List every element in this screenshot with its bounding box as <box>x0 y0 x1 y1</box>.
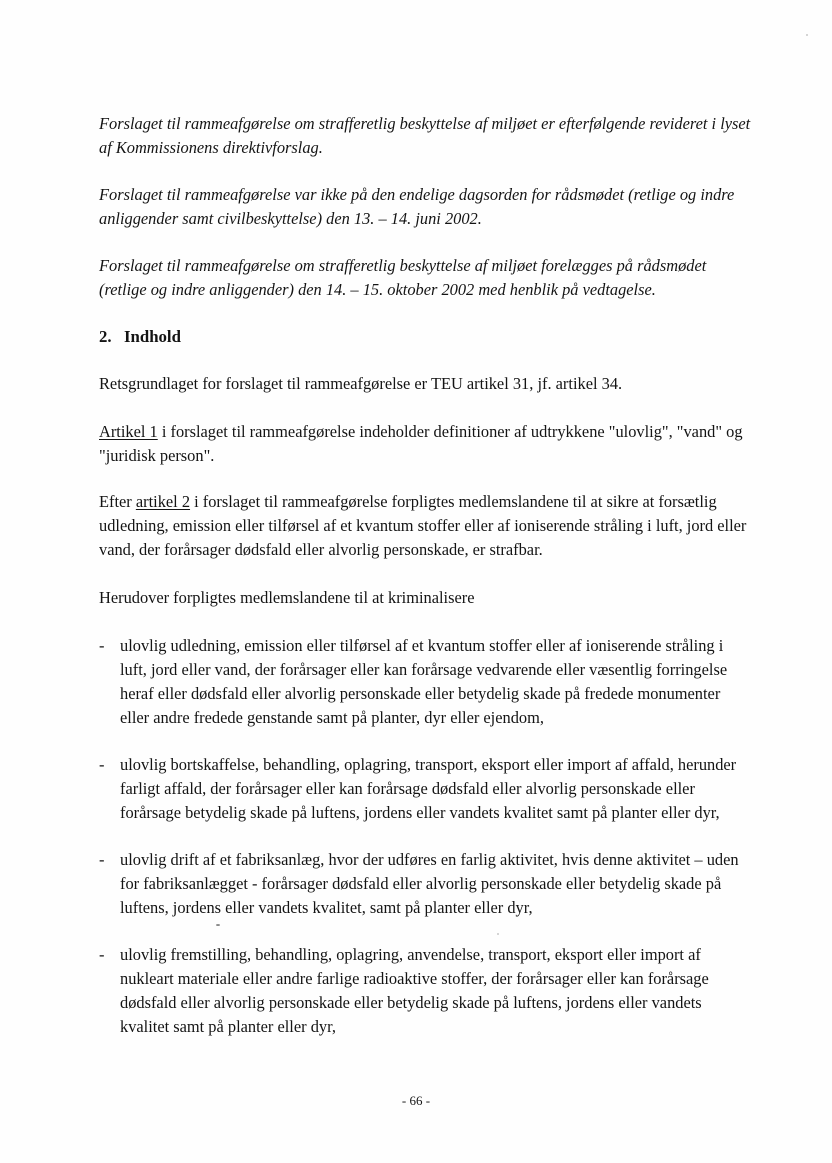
bullet-dash: - <box>99 850 105 869</box>
article-1-text: i forslaget til rammeafgørelse indeholder definitioner af udtrykkene "ulovlig", "vand" og "juridisk person". <box>99 422 743 465</box>
page-number: - 66 - <box>401 1093 431 1108</box>
article-1-reference: Artikel 1 <box>99 422 158 441</box>
scan-speck <box>497 933 499 935</box>
italic-paragraph-council-meeting: Forslaget til rammeafgørelse om strafferetlig beskyttelse af miljøet forelægges på rådsmødet (retlige og indre anliggender) den 14. – 15. oktober 2002 med henblik på vedtagelse. <box>99 256 707 299</box>
section-number: 2. <box>99 327 112 346</box>
list-item-text: ulovlig udledning, emission eller tilførsel af et kvantum stoffer eller af ioniserende stråling i luft, jord eller vand, der forårsager eller kan forårsage vedvarende eller væsentlig forringelse heraf eller dødsfald eller alvorlig personskade eller betydelig skade på fredede monumenter eller andre fredede genstande samt på planter, dyr eller ejendom, <box>120 636 728 727</box>
bullet-dash: - <box>99 945 105 964</box>
bullet-dash: - <box>99 755 105 774</box>
list-item-text: ulovlig bortskaffelse, behandling, oplagring, transport, eksport eller import af affald, herunder farligt affald, der forårsager eller kan forårsage dødsfald eller alvorlig personskade eller forårsage betydelig skade på luftens, jordens eller vandets kvalitet samt på planter eller dyr, <box>120 755 737 822</box>
article-2-text: i forslaget til rammeafgørelse forpligtes medlemslandene til at sikre at forsætlig udledning, emission eller tilførsel af et kvantum stoffer eller af ioniserende stråling i luft, jord eller vand, der forårsager dødsfald eller alvorlig personskade, er strafbar. <box>99 492 747 559</box>
scan-speck <box>806 34 808 36</box>
bullet-dash: - <box>99 636 105 655</box>
list-item-text: ulovlig drift af et fabriksanlæg, hvor der udføres en farlig aktivitet, hvis denne aktivitet – uden for fabriksanlægget - forårsager dødsfald eller alvorlig personskade eller betydelig skade på luftens, jordens eller vandets kvalitet, samt på planter eller dyr, <box>120 850 739 917</box>
paragraph-list-intro: Herudover forpligtes medlemslandene til at kriminalisere <box>99 588 475 607</box>
article-2-prefix: Efter <box>99 492 136 511</box>
section-title: Indhold <box>124 327 181 346</box>
scan-speck <box>216 924 220 926</box>
article-2-reference: artikel 2 <box>135 492 191 511</box>
paragraph-article-1 <box>99 420 751 468</box>
italic-paragraph-revision: Forslaget til rammeafgørelse om strafferetlig beskyttelse af miljøet er efterfølgende revideret i lyset af Kommissionens direktivforslag. <box>99 114 751 157</box>
paragraph-article-2 <box>99 490 751 562</box>
paragraph-legal-basis: Retsgrundlaget for forslaget til rammeafgørelse er TEU artikel 31, jf. artikel 34. <box>99 374 623 393</box>
italic-paragraph-agenda: Forslaget til rammeafgørelse var ikke på den endelige dagsorden for rådsmødet (retlige og indre anliggender samt civilbeskyttelse) den 13. – 14. juni 2002. <box>99 185 735 228</box>
list-item-text: ulovlig fremstilling, behandling, oplagring, anvendelse, transport, eksport eller import af nukleart materiale eller andre farlige radioaktive stoffer, der forårsager eller kan forårsage dødsfald eller alvorlig personskade eller betydelig skade på luftens, jordens eller vandets kvalitet samt på planter eller dyr, <box>120 945 709 1036</box>
section-heading <box>99 325 181 349</box>
